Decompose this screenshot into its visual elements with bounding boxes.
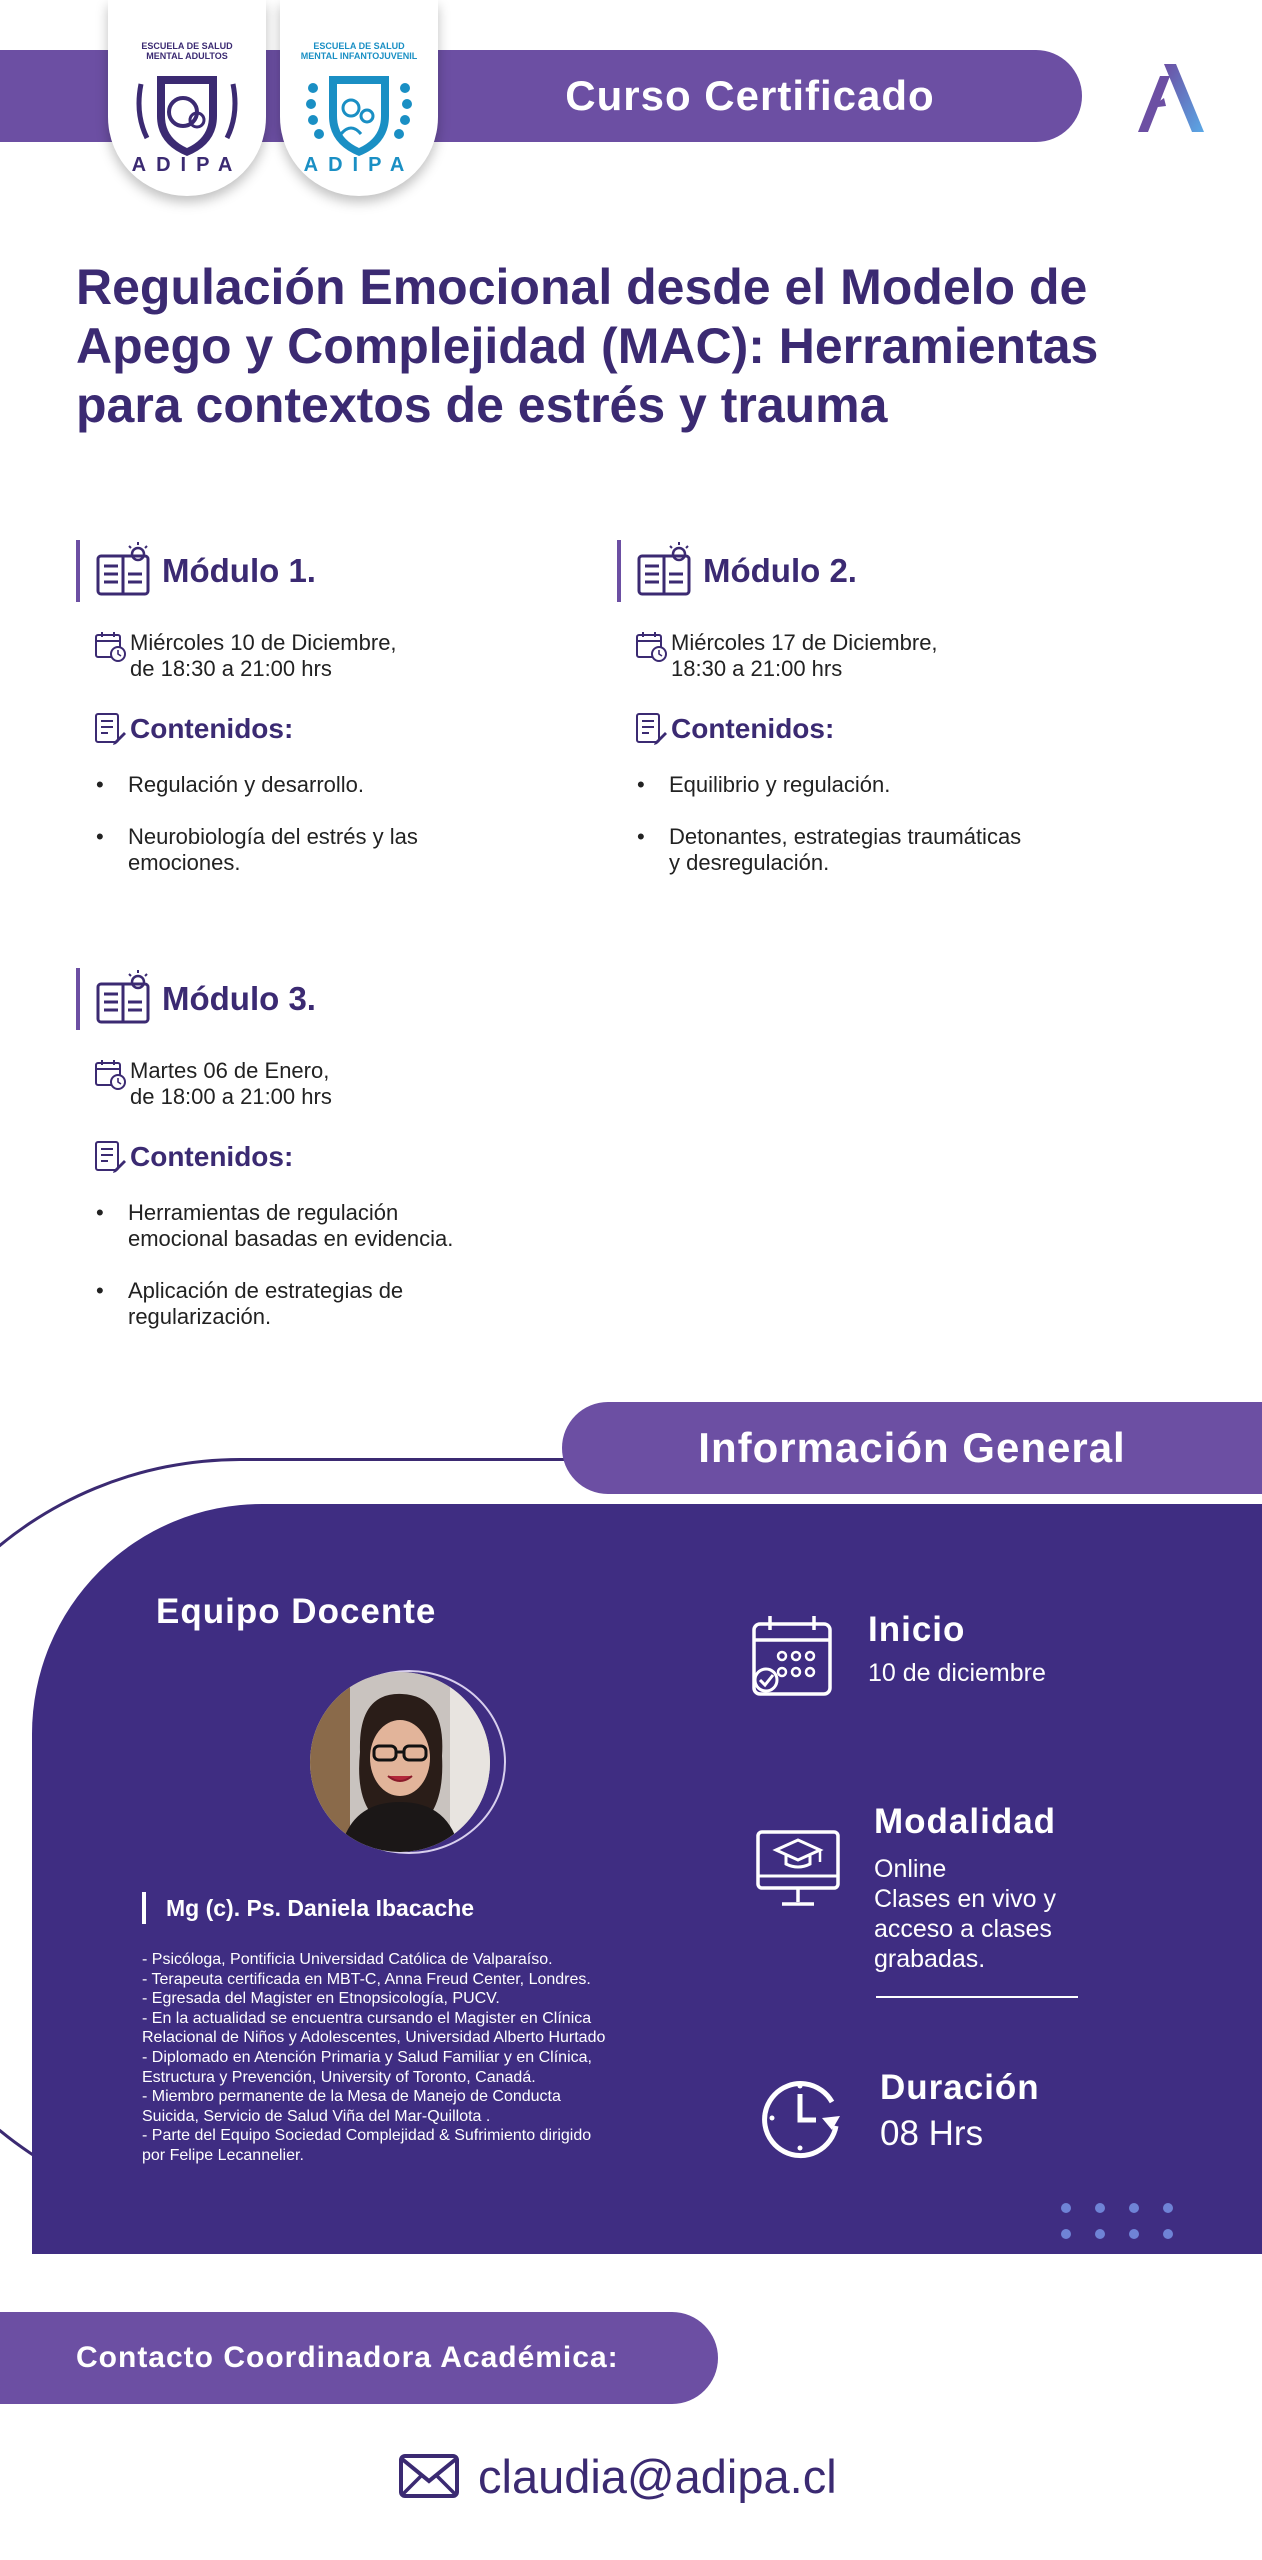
calendar-clock-icon: [94, 1058, 126, 1090]
badge-adultos-caption: ESCUELA DE SALUD MENTAL ADULTOS: [141, 41, 233, 61]
list-item: • Aplicación de estrategias de regularización.: [96, 1278, 596, 1330]
badge-infanto-word: ADIPA: [303, 153, 415, 176]
decorative-dots-icon: [1054, 2200, 1184, 2244]
list-item: • Neurobiología del estrés y las emociones.: [96, 824, 596, 876]
shield-brain-icon: [127, 64, 247, 164]
module-2-contents-list: [637, 772, 1137, 876]
duracion-label: Duración: [880, 2068, 1040, 2107]
module-1: [76, 540, 596, 902]
modalidad-label: Modalidad: [874, 1802, 1057, 1841]
module-3-contents-list: [96, 1200, 596, 1330]
list-item: • Herramientas de regulación emocional basadas en evidencia.: [96, 1200, 596, 1252]
module-3-header: [76, 968, 596, 1030]
module-3-contents-label: Contenidos:: [130, 1141, 294, 1172]
module-1-title: Módulo 1.: [162, 552, 316, 589]
module-2-contents-label: Contenidos:: [671, 713, 835, 744]
module-1-contents-label: Contenidos:: [130, 713, 294, 744]
module-2-title: Módulo 2.: [703, 552, 857, 589]
open-book-icon: [94, 542, 152, 600]
adipa-a-logo-icon: [1130, 58, 1210, 138]
modalidad-divider: [876, 1996, 1078, 1998]
modalidad-value: Online Clases en vivo y acceso a clases grabadas.: [874, 1855, 1057, 1973]
module-2-contents-header: [635, 712, 1137, 746]
module-1-date-row: [94, 630, 596, 682]
email-row[interactable]: [398, 2444, 837, 2508]
badge-adultos-word: ADIPA: [131, 153, 243, 176]
header-title: Curso Certificado: [565, 72, 935, 119]
duracion-value: 08 Hrs: [880, 2114, 984, 2153]
calendar-check-icon: [748, 1612, 838, 1702]
document-edit-icon: [94, 1140, 126, 1174]
module-3-date-row: [94, 1058, 596, 1110]
list-item: • Regulación y desarrollo.: [96, 772, 596, 798]
module-2-date: Miércoles 17 de Diciembre, 18:30 a 21:00 hrs: [671, 630, 938, 681]
module-3-contents-header: [94, 1140, 596, 1174]
inicio-value: 10 de diciembre: [868, 1659, 1046, 1687]
list-item: • Detonantes, estrategias traumáticas y desregulación.: [637, 824, 1137, 876]
badge-infanto-caption: ESCUELA DE SALUD MENTAL INFANTOJUVENIL: [300, 41, 418, 61]
info-title: Información General: [698, 1424, 1126, 1471]
list-item: • Equilibrio y regulación.: [637, 772, 1137, 798]
shield-child-icon: [299, 64, 419, 164]
teacher-photo-icon: [310, 1672, 490, 1852]
contact-label: Contacto Coordinadora Académica:: [76, 2341, 619, 2374]
calendar-clock-icon: [94, 630, 126, 662]
contact-email-link[interactable]: claudia@adipa.cl: [478, 2449, 837, 2503]
module-3-title: Módulo 3.: [162, 980, 316, 1017]
open-book-icon: [94, 970, 152, 1028]
course-title: Regulación Emocional desde el Modelo de Apego y Complejidad (MAC): Herramientas para contextos de estrés y trauma: [76, 259, 1099, 433]
teacher-bio: - Psicóloga, Pontificia Universidad Católica de Valparaíso. - Terapeuta certificada en MBT-C, Anna Freud Center, Londres. - Egresada del Magister en Etnopsicología, PUCV. - En la actualidad se encuentra cursando el Magister en Clínica Relacional de Niños y Adolescentes, Universidad Alberto Hurtado - Diplomado en Atención Primaria y Salud Familiar y en Clínica, Estructura y Prevención, University of Toronto, Canadá. - Miembro permanente de la Mesa de Manejo de Conducta Suicida, Servicio de Salud Viña del Mar-Quillota . - Parte del Equipo Sociedad Complejidad & Sufrimiento dirigido por Felipe Lecannelier.: [142, 1951, 606, 2164]
online-class-icon: [754, 1822, 844, 1912]
teacher-name: Mg (c). Ps. Daniela Ibacache: [142, 1892, 474, 1924]
inicio-label: Inicio: [868, 1610, 966, 1649]
module-2-header: [617, 540, 1137, 602]
badge-adultos: [108, 0, 266, 196]
module-1-contents-header: [94, 712, 596, 746]
clock-icon: [758, 2072, 848, 2162]
avatar: [310, 1672, 490, 1852]
module-1-contents-list: [96, 772, 596, 876]
open-book-icon: [635, 542, 693, 600]
module-1-header: [76, 540, 596, 602]
module-2: [617, 540, 1137, 902]
badge-infanto: [280, 0, 438, 196]
module-3: [76, 968, 596, 1356]
calendar-clock-icon: [635, 630, 667, 662]
module-1-date: Miércoles 10 de Diciembre, de 18:30 a 21:00 hrs: [130, 630, 397, 681]
document-edit-icon: [635, 712, 667, 746]
team-title: Equipo Docente: [156, 1592, 437, 1631]
document-edit-icon: [94, 712, 126, 746]
module-2-date-row: [635, 630, 1137, 682]
envelope-icon: [398, 2453, 460, 2499]
module-3-date: Martes 06 de Enero, de 18:00 a 21:00 hrs: [130, 1058, 332, 1109]
